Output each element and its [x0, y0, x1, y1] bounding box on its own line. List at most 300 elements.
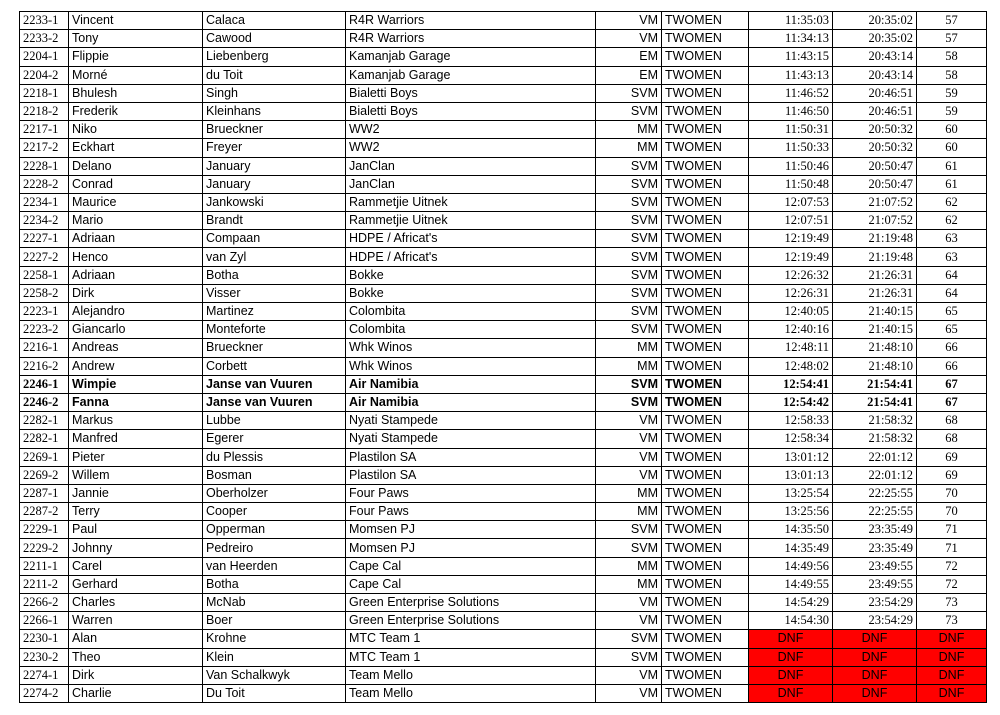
category-cell: MM [596, 139, 662, 157]
table-row [20, 430, 987, 448]
finish-time-cell: 21:48:10 [833, 357, 917, 375]
category-cell: SVM [596, 539, 662, 557]
position-cell: 72 [917, 575, 987, 593]
finish-time-cell: 21:54:41 [833, 393, 917, 411]
division-cell: TWOMEN [662, 157, 749, 175]
division-cell: TWOMEN [662, 193, 749, 211]
last-name-cell: du Toit [203, 66, 346, 84]
last-name-cell: Brueckner [203, 339, 346, 357]
finish-time-cell: 21:07:52 [833, 212, 917, 230]
position-cell: 70 [917, 503, 987, 521]
position-cell: 58 [917, 48, 987, 66]
bib-number-cell: 2233-1 [20, 12, 69, 30]
position-cell: 64 [917, 266, 987, 284]
start-time-cell: 12:58:34 [749, 430, 833, 448]
last-name-cell: Botha [203, 266, 346, 284]
finish-time-cell: 20:50:32 [833, 121, 917, 139]
table-row [20, 448, 987, 466]
first-name-cell: Theo [69, 648, 203, 666]
position-cell: 71 [917, 521, 987, 539]
bib-number-cell: 2266-2 [20, 594, 69, 612]
start-time-cell: 14:35:49 [749, 539, 833, 557]
category-cell: VM [596, 612, 662, 630]
bib-number-cell: 2223-2 [20, 321, 69, 339]
division-cell: TWOMEN [662, 612, 749, 630]
table-row [20, 357, 987, 375]
division-cell: TWOMEN [662, 448, 749, 466]
finish-time-cell: 21:58:32 [833, 412, 917, 430]
first-name-cell: Jannie [69, 484, 203, 502]
start-time-cell: 14:35:50 [749, 521, 833, 539]
start-time-cell: 12:48:11 [749, 339, 833, 357]
position-cell: DNF [917, 684, 987, 702]
division-cell: TWOMEN [662, 393, 749, 411]
finish-time-cell: 20:43:14 [833, 66, 917, 84]
bib-number-cell: 2216-2 [20, 357, 69, 375]
division-cell: TWOMEN [662, 139, 749, 157]
last-name-cell: Botha [203, 575, 346, 593]
bib-number-cell: 2211-2 [20, 575, 69, 593]
bib-number-cell: 2216-1 [20, 339, 69, 357]
finish-time-cell: DNF [833, 648, 917, 666]
position-cell: 71 [917, 539, 987, 557]
table-row [20, 284, 987, 302]
table-row [20, 612, 987, 630]
division-cell: TWOMEN [662, 230, 749, 248]
table-row [20, 139, 987, 157]
division-cell: TWOMEN [662, 648, 749, 666]
team-name-cell: Team Mello [346, 684, 596, 702]
last-name-cell: Pedreiro [203, 539, 346, 557]
finish-time-cell: 20:50:47 [833, 175, 917, 193]
finish-time-cell: 22:25:55 [833, 503, 917, 521]
division-cell: TWOMEN [662, 375, 749, 393]
start-time-cell: 11:50:33 [749, 139, 833, 157]
bib-number-cell: 2282-1 [20, 430, 69, 448]
last-name-cell: January [203, 175, 346, 193]
first-name-cell: Carel [69, 557, 203, 575]
division-cell: TWOMEN [662, 594, 749, 612]
first-name-cell: Fanna [69, 393, 203, 411]
team-name-cell: MTC Team 1 [346, 630, 596, 648]
category-cell: MM [596, 339, 662, 357]
division-cell: TWOMEN [662, 339, 749, 357]
category-cell: VM [596, 448, 662, 466]
position-cell: DNF [917, 648, 987, 666]
finish-time-cell: 21:19:48 [833, 230, 917, 248]
finish-time-cell: 23:54:29 [833, 594, 917, 612]
category-cell: SVM [596, 393, 662, 411]
position-cell: 67 [917, 393, 987, 411]
first-name-cell: Morné [69, 66, 203, 84]
team-name-cell: Nyati Stampede [346, 412, 596, 430]
start-time-cell: 13:01:12 [749, 448, 833, 466]
team-name-cell: Plastilon SA [346, 466, 596, 484]
bib-number-cell: 2269-1 [20, 448, 69, 466]
bib-number-cell: 2258-1 [20, 266, 69, 284]
first-name-cell: Manfred [69, 430, 203, 448]
category-cell: SVM [596, 630, 662, 648]
team-name-cell: Whk Winos [346, 357, 596, 375]
finish-time-cell: 21:07:52 [833, 193, 917, 211]
first-name-cell: Markus [69, 412, 203, 430]
first-name-cell: Bhulesh [69, 84, 203, 102]
table-row [20, 412, 987, 430]
finish-time-cell: 22:25:55 [833, 484, 917, 502]
start-time-cell: 11:50:31 [749, 121, 833, 139]
start-time-cell: 13:01:13 [749, 466, 833, 484]
last-name-cell: van Heerden [203, 557, 346, 575]
position-cell: 62 [917, 212, 987, 230]
finish-time-cell: 21:26:31 [833, 266, 917, 284]
division-cell: TWOMEN [662, 503, 749, 521]
results-table [19, 11, 987, 703]
last-name-cell: Jankowski [203, 193, 346, 211]
last-name-cell: Krohne [203, 630, 346, 648]
position-cell: 57 [917, 12, 987, 30]
start-time-cell: 12:58:33 [749, 412, 833, 430]
team-name-cell: Four Paws [346, 484, 596, 502]
team-name-cell: Rammetjie Uitnek [346, 193, 596, 211]
table-row [20, 321, 987, 339]
first-name-cell: Warren [69, 612, 203, 630]
position-cell: 68 [917, 412, 987, 430]
last-name-cell: Monteforte [203, 321, 346, 339]
bib-number-cell: 2258-2 [20, 284, 69, 302]
start-time-cell: 11:43:15 [749, 48, 833, 66]
bib-number-cell: 2230-1 [20, 630, 69, 648]
table-row [20, 648, 987, 666]
first-name-cell: Dirk [69, 666, 203, 684]
division-cell: TWOMEN [662, 121, 749, 139]
bib-number-cell: 2287-1 [20, 484, 69, 502]
start-time-cell: 12:26:31 [749, 284, 833, 302]
position-cell: 73 [917, 594, 987, 612]
division-cell: TWOMEN [662, 412, 749, 430]
start-time-cell: 11:46:52 [749, 84, 833, 102]
bib-number-cell: 2218-2 [20, 102, 69, 120]
first-name-cell: Gerhard [69, 575, 203, 593]
position-cell: 68 [917, 430, 987, 448]
first-name-cell: Pieter [69, 448, 203, 466]
category-cell: MM [596, 484, 662, 502]
start-time-cell: 12:07:53 [749, 193, 833, 211]
last-name-cell: Singh [203, 84, 346, 102]
table-row [20, 193, 987, 211]
finish-time-cell: 21:19:48 [833, 248, 917, 266]
team-name-cell: Cape Cal [346, 557, 596, 575]
division-cell: TWOMEN [662, 84, 749, 102]
team-name-cell: Bokke [346, 284, 596, 302]
division-cell: TWOMEN [662, 30, 749, 48]
position-cell: 65 [917, 321, 987, 339]
category-cell: SVM [596, 375, 662, 393]
finish-time-cell: 21:40:15 [833, 321, 917, 339]
division-cell: TWOMEN [662, 630, 749, 648]
team-name-cell: Air Namibia [346, 393, 596, 411]
start-time-cell: DNF [749, 666, 833, 684]
first-name-cell: Tony [69, 30, 203, 48]
table-row [20, 575, 987, 593]
position-cell: 57 [917, 30, 987, 48]
finish-time-cell: 21:26:31 [833, 284, 917, 302]
start-time-cell: 12:48:02 [749, 357, 833, 375]
bib-number-cell: 2218-1 [20, 84, 69, 102]
position-cell: 66 [917, 339, 987, 357]
team-name-cell: Momsen PJ [346, 521, 596, 539]
last-name-cell: Janse van Vuuren [203, 393, 346, 411]
start-time-cell: DNF [749, 648, 833, 666]
table-row [20, 557, 987, 575]
category-cell: MM [596, 575, 662, 593]
table-row [20, 594, 987, 612]
first-name-cell: Alan [69, 630, 203, 648]
division-cell: TWOMEN [662, 666, 749, 684]
last-name-cell: Visser [203, 284, 346, 302]
team-name-cell: Team Mello [346, 666, 596, 684]
finish-time-cell: 20:50:47 [833, 157, 917, 175]
division-cell: TWOMEN [662, 484, 749, 502]
bib-number-cell: 2246-1 [20, 375, 69, 393]
first-name-cell: Charlie [69, 684, 203, 702]
bib-number-cell: 2229-2 [20, 539, 69, 557]
division-cell: TWOMEN [662, 48, 749, 66]
bib-number-cell: 2217-1 [20, 121, 69, 139]
last-name-cell: Bosman [203, 466, 346, 484]
team-name-cell: Kamanjab Garage [346, 66, 596, 84]
start-time-cell: 11:43:13 [749, 66, 833, 84]
category-cell: VM [596, 430, 662, 448]
last-name-cell: Oberholzer [203, 484, 346, 502]
first-name-cell: Eckhart [69, 139, 203, 157]
bib-number-cell: 2204-2 [20, 66, 69, 84]
start-time-cell: 12:07:51 [749, 212, 833, 230]
team-name-cell: Green Enterprise Solutions [346, 612, 596, 630]
position-cell: 60 [917, 139, 987, 157]
finish-time-cell: DNF [833, 630, 917, 648]
first-name-cell: Johnny [69, 539, 203, 557]
division-cell: TWOMEN [662, 66, 749, 84]
team-name-cell: Kamanjab Garage [346, 48, 596, 66]
category-cell: SVM [596, 284, 662, 302]
last-name-cell: Liebenberg [203, 48, 346, 66]
first-name-cell: Willem [69, 466, 203, 484]
first-name-cell: Terry [69, 503, 203, 521]
team-name-cell: Nyati Stampede [346, 430, 596, 448]
division-cell: TWOMEN [662, 557, 749, 575]
category-cell: SVM [596, 230, 662, 248]
division-cell: TWOMEN [662, 266, 749, 284]
category-cell: VM [596, 466, 662, 484]
table-row [20, 212, 987, 230]
first-name-cell: Henco [69, 248, 203, 266]
last-name-cell: Boer [203, 612, 346, 630]
table-row [20, 466, 987, 484]
start-time-cell: 12:40:05 [749, 303, 833, 321]
start-time-cell: 13:25:54 [749, 484, 833, 502]
start-time-cell: 12:26:32 [749, 266, 833, 284]
bib-number-cell: 2233-2 [20, 30, 69, 48]
category-cell: SVM [596, 521, 662, 539]
position-cell: 64 [917, 284, 987, 302]
category-cell: SVM [596, 248, 662, 266]
team-name-cell: Bokke [346, 266, 596, 284]
table-row [20, 157, 987, 175]
bib-number-cell: 2230-2 [20, 648, 69, 666]
bib-number-cell: 2227-2 [20, 248, 69, 266]
position-cell: 66 [917, 357, 987, 375]
team-name-cell: Momsen PJ [346, 539, 596, 557]
category-cell: SVM [596, 102, 662, 120]
finish-time-cell: 20:43:14 [833, 48, 917, 66]
table-row [20, 175, 987, 193]
category-cell: VM [596, 684, 662, 702]
finish-time-cell: DNF [833, 666, 917, 684]
finish-time-cell: 21:40:15 [833, 303, 917, 321]
team-name-cell: WW2 [346, 139, 596, 157]
position-cell: 67 [917, 375, 987, 393]
position-cell: DNF [917, 666, 987, 684]
table-row [20, 266, 987, 284]
table-row [20, 30, 987, 48]
category-cell: VM [596, 412, 662, 430]
start-time-cell: 12:40:16 [749, 321, 833, 339]
finish-time-cell: 23:49:55 [833, 557, 917, 575]
start-time-cell: 14:54:29 [749, 594, 833, 612]
start-time-cell: 14:54:30 [749, 612, 833, 630]
last-name-cell: Cooper [203, 503, 346, 521]
bib-number-cell: 2234-2 [20, 212, 69, 230]
division-cell: TWOMEN [662, 521, 749, 539]
table-row [20, 630, 987, 648]
table-row [20, 666, 987, 684]
finish-time-cell: 20:50:32 [833, 139, 917, 157]
last-name-cell: Lubbe [203, 412, 346, 430]
finish-time-cell: 21:48:10 [833, 339, 917, 357]
position-cell: 59 [917, 102, 987, 120]
start-time-cell: 11:35:03 [749, 12, 833, 30]
team-name-cell: WW2 [346, 121, 596, 139]
position-cell: 63 [917, 248, 987, 266]
bib-number-cell: 2223-1 [20, 303, 69, 321]
position-cell: 65 [917, 303, 987, 321]
table-row [20, 503, 987, 521]
finish-time-cell: 22:01:12 [833, 448, 917, 466]
start-time-cell: 12:19:49 [749, 248, 833, 266]
category-cell: VM [596, 30, 662, 48]
results-body [20, 12, 987, 703]
last-name-cell: Opperman [203, 521, 346, 539]
category-cell: VM [596, 666, 662, 684]
team-name-cell: Air Namibia [346, 375, 596, 393]
category-cell: MM [596, 357, 662, 375]
start-time-cell: 11:34:13 [749, 30, 833, 48]
division-cell: TWOMEN [662, 212, 749, 230]
bib-number-cell: 2227-1 [20, 230, 69, 248]
bib-number-cell: 2228-1 [20, 157, 69, 175]
first-name-cell: Paul [69, 521, 203, 539]
table-row [20, 121, 987, 139]
bib-number-cell: 2274-1 [20, 666, 69, 684]
position-cell: 58 [917, 66, 987, 84]
category-cell: SVM [596, 266, 662, 284]
table-row [20, 684, 987, 702]
finish-time-cell: 21:58:32 [833, 430, 917, 448]
category-cell: SVM [596, 212, 662, 230]
team-name-cell: R4R Warriors [346, 12, 596, 30]
team-name-cell: JanClan [346, 157, 596, 175]
division-cell: TWOMEN [662, 175, 749, 193]
position-cell: 61 [917, 157, 987, 175]
category-cell: SVM [596, 303, 662, 321]
team-name-cell: Bialetti Boys [346, 84, 596, 102]
table-row [20, 84, 987, 102]
division-cell: TWOMEN [662, 357, 749, 375]
last-name-cell: Martinez [203, 303, 346, 321]
position-cell: DNF [917, 630, 987, 648]
finish-time-cell: 23:54:29 [833, 612, 917, 630]
start-time-cell: 14:49:55 [749, 575, 833, 593]
bib-number-cell: 2234-1 [20, 193, 69, 211]
table-row [20, 12, 987, 30]
category-cell: EM [596, 66, 662, 84]
position-cell: 63 [917, 230, 987, 248]
team-name-cell: HDPE / Africat's [346, 230, 596, 248]
table-row [20, 521, 987, 539]
table-row [20, 393, 987, 411]
start-time-cell: 11:50:46 [749, 157, 833, 175]
finish-time-cell: 20:46:51 [833, 102, 917, 120]
team-name-cell: JanClan [346, 175, 596, 193]
team-name-cell: Colombita [346, 321, 596, 339]
division-cell: TWOMEN [662, 539, 749, 557]
bib-number-cell: 2287-2 [20, 503, 69, 521]
bib-number-cell: 2269-2 [20, 466, 69, 484]
last-name-cell: Egerer [203, 430, 346, 448]
category-cell: SVM [596, 84, 662, 102]
team-name-cell: Bialetti Boys [346, 102, 596, 120]
finish-time-cell: 23:35:49 [833, 539, 917, 557]
division-cell: TWOMEN [662, 303, 749, 321]
category-cell: SVM [596, 175, 662, 193]
division-cell: TWOMEN [662, 248, 749, 266]
finish-time-cell: 23:35:49 [833, 521, 917, 539]
last-name-cell: Calaca [203, 12, 346, 30]
team-name-cell: HDPE / Africat's [346, 248, 596, 266]
position-cell: 62 [917, 193, 987, 211]
last-name-cell: Janse van Vuuren [203, 375, 346, 393]
team-name-cell: Whk Winos [346, 339, 596, 357]
category-cell: VM [596, 12, 662, 30]
bib-number-cell: 2282-1 [20, 412, 69, 430]
position-cell: 70 [917, 484, 987, 502]
first-name-cell: Charles [69, 594, 203, 612]
category-cell: MM [596, 121, 662, 139]
last-name-cell: Brueckner [203, 121, 346, 139]
category-cell: VM [596, 594, 662, 612]
last-name-cell: Cawood [203, 30, 346, 48]
last-name-cell: McNab [203, 594, 346, 612]
table-row [20, 66, 987, 84]
first-name-cell: Giancarlo [69, 321, 203, 339]
start-time-cell: 12:54:41 [749, 375, 833, 393]
division-cell: TWOMEN [662, 430, 749, 448]
category-cell: MM [596, 557, 662, 575]
team-name-cell: Green Enterprise Solutions [346, 594, 596, 612]
first-name-cell: Mario [69, 212, 203, 230]
team-name-cell: R4R Warriors [346, 30, 596, 48]
first-name-cell: Wimpie [69, 375, 203, 393]
